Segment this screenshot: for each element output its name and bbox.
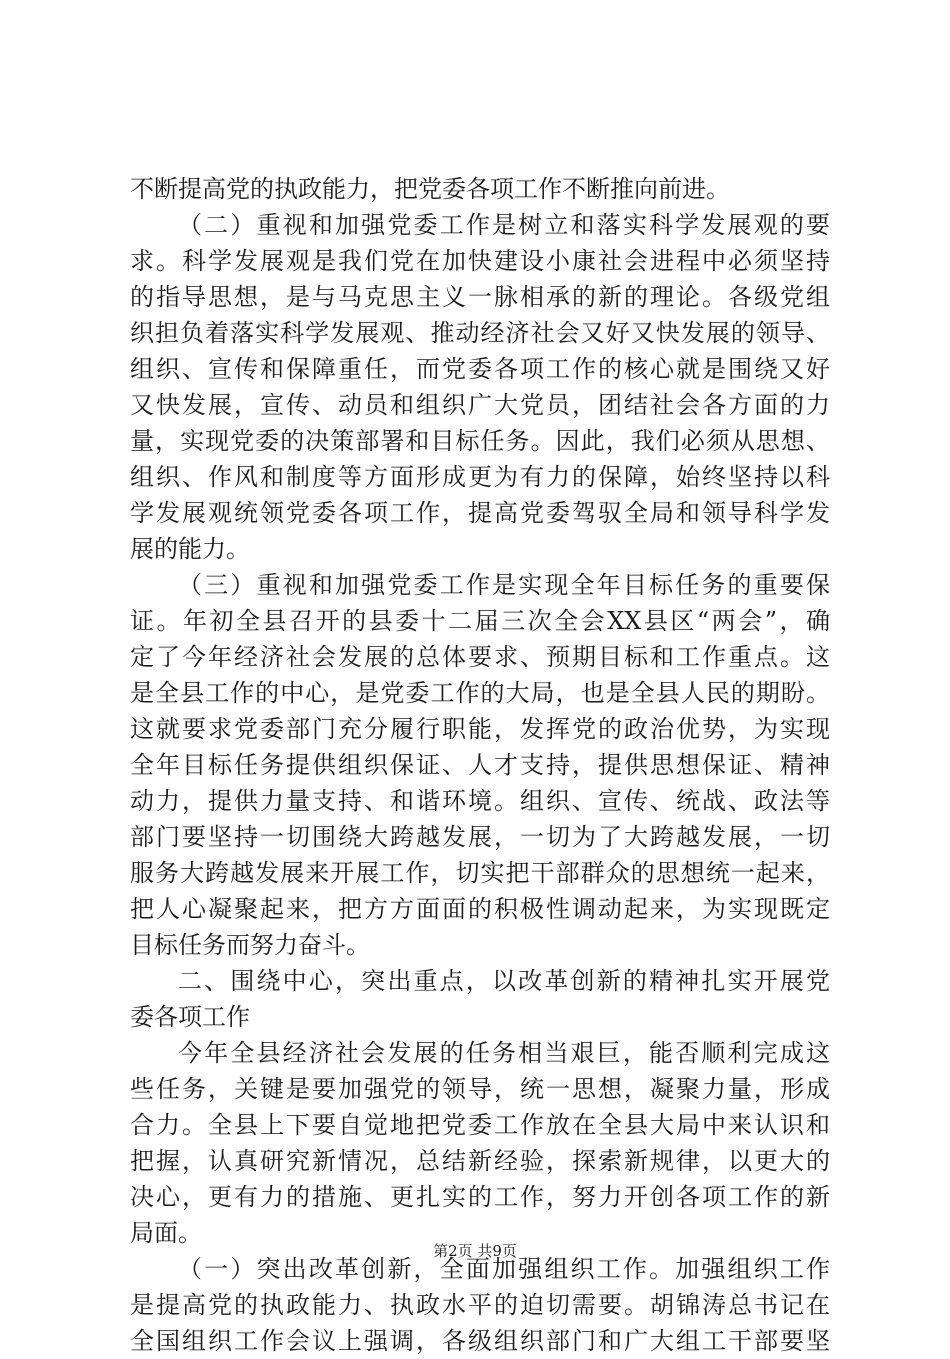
- text-line: 些任务，关键是要加强党的领导，统一思想，凝聚力量，形成: [130, 1075, 830, 1103]
- text-line: 组织、作风和制度等方面形成更为有力的保障，始终坚持以科: [130, 463, 830, 491]
- document-body: [130, 171, 830, 1359]
- text-line: 局面。: [130, 1219, 202, 1247]
- text-line: 目标任务而努力奋斗。: [130, 931, 370, 959]
- text-line: （三）重视和加强党委工作是实现全年目标任务的重要保: [178, 571, 830, 599]
- text-line: 决心，更有力的措施、更扎实的工作，努力开创各项工作的新: [130, 1183, 830, 1211]
- text-line: 量，实现党委的决策部署和目标任务。因此，我们必须从思想、: [130, 427, 830, 455]
- text-line: （二）重视和加强党委工作是树立和落实科学发展观的要: [178, 211, 830, 239]
- text-line: 是提高党的执政能力、执政水平的迫切需要。胡锦涛总书记在: [130, 1291, 830, 1319]
- text-line: 今年全县经济社会发展的任务相当艰巨，能否顺利完成这: [178, 1039, 830, 1067]
- text-line: 部门要坚持一切围绕大跨越发展，一切为了大跨越发展，一切: [130, 823, 830, 851]
- text-line: 是全县工作的中心，是党委工作的大局，也是全县人民的期盼。: [130, 679, 830, 707]
- text-line: 组织、宣传和保障重任，而党委各项工作的核心就是围绕又好: [130, 355, 830, 383]
- text-line: 织担负着落实科学发展观、推动经济社会又好又快发展的领导、: [130, 319, 830, 347]
- text-line: 合力。全县上下要自觉地把党委工作放在全县大局中来认识和: [130, 1111, 830, 1139]
- text-line: 不断提高党的执政能力，把党委各项工作不断推向前进。: [130, 175, 730, 203]
- text-line: 又快发展，宣传、动员和组织广大党员，团结社会各方面的力: [130, 391, 830, 419]
- text-line: 动力，提供力量支持、和谐环境。组织、宣传、统战、政法等: [130, 787, 830, 815]
- text-line: 展的能力。: [130, 535, 250, 563]
- text-line: 全年目标任务提供组织保证、人才支持，提供思想保证、精神: [130, 751, 830, 779]
- text-line: 全国组织工作会议上强调，各级组织部门和广大组工干部要坚: [130, 1327, 830, 1355]
- text-line: 二、围绕中心，突出重点，以改革创新的精神扎实开展党: [178, 967, 830, 995]
- page-number-footer: 第2页 共9页: [433, 1242, 517, 1260]
- text-line: 证。年初全县召开的县委十二届三次全会XX县区“两会”，确: [130, 607, 830, 635]
- text-line: 求。科学发展观是我们党在加快建设小康社会进程中必须坚持: [130, 247, 830, 275]
- text-line: （一）突出改革创新，全面加强组织工作。加强组织工作: [178, 1255, 830, 1283]
- text-line: 把人心凝聚起来，把方方面面的积极性调动起来，为实现既定: [130, 895, 830, 923]
- text-line: 这就要求党委部门充分履行职能，发挥党的政治优势，为实现: [130, 715, 830, 743]
- text-line: 学发展观统领党委各项工作，提高党委驾驭全局和领导科学发: [130, 499, 830, 527]
- text-line: 把握，认真研究新情况，总结新经验，探索新规律，以更大的: [130, 1147, 830, 1175]
- text-line: 委各项工作: [130, 1003, 250, 1031]
- text-line: 服务大跨越发展来开展工作，切实把干部群众的思想统一起来，: [130, 859, 830, 887]
- text-line: 的指导思想，是与马克思主义一脉相承的新的理论。各级党组: [130, 283, 830, 311]
- text-line: 定了今年经济社会发展的总体要求、预期目标和工作重点。这: [130, 643, 830, 671]
